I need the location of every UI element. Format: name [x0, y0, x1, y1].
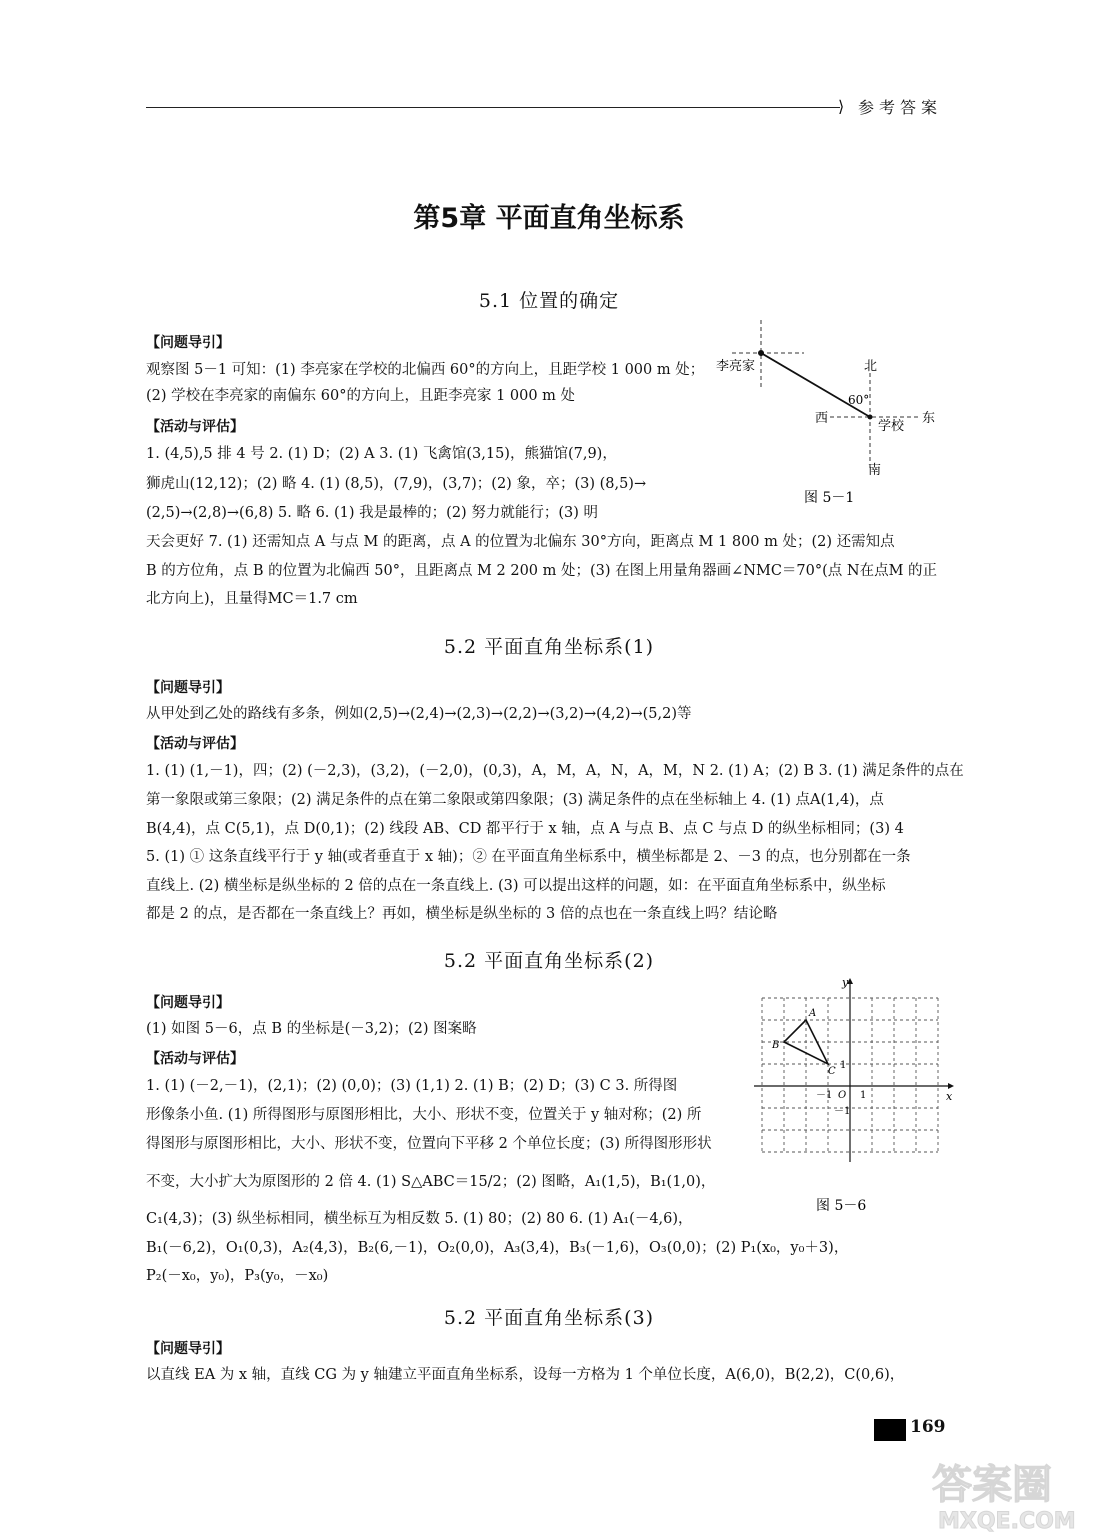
south-label: 南: [868, 463, 882, 478]
x-tick-neg1: －1: [816, 1090, 833, 1101]
svg-text:MXQE.COM: MXQE.COM: [938, 1509, 1076, 1534]
text-line: 狮虎山(12,12)；(2) 略 4. (1) (8,5)，(7,9)，(3,7)；(2) 象，卒；(3) (8,5)→: [146, 476, 647, 492]
angle-label: 60°: [848, 393, 870, 407]
x-tick-1: 1: [860, 1090, 867, 1101]
label-activity: 【活动与评估】: [146, 736, 244, 752]
text-line: 从甲处到乙处的路线有多条，例如(2,5)→(2,4)→(2,3)→(2,2)→(3,2)→(4,2)→(5,2)等: [146, 706, 692, 722]
label-problem-guide: 【问题导引】: [146, 335, 230, 351]
text-line: 以直线 EA 为 x 轴，直线 CG 为 y 轴建立平面直角坐标系，设每一方格为 1 个单位长度，A(6,0)，B(2,2)，C(0,6)，: [146, 1367, 905, 1383]
label-activity: 【活动与评估】: [146, 1051, 244, 1067]
header-arrow-icon: ⟩: [838, 97, 845, 116]
text-line: P₂(－x₀，y₀)，P₃(y₀，－x₀): [146, 1268, 329, 1284]
figure-5-6: [752, 976, 956, 1214]
school-point: [868, 415, 873, 420]
text-line: C₁(4,3)；(3) 纵坐标相同，横坐标互为相反数 5. (1) 80；(2) 80 6. (1) A₁(－4,6)，: [146, 1211, 693, 1227]
home-point: [758, 350, 764, 356]
y-axis-label: y: [842, 976, 849, 989]
point-b-label: B: [772, 1040, 780, 1051]
section-title-5-2-1: 5.2 平面直角坐标系(1): [443, 636, 655, 658]
text-line: 形像条小鱼. (1) 所得图形与原图形相比，大小、形状不变，位置关于 y 轴对称；(2) 所: [146, 1107, 702, 1123]
figure-caption: 图 5－1: [804, 490, 855, 506]
text-line: 得图形与原图形相比，大小、形状不变，位置向下平移 2 个单位长度；(3) 所得图形形状: [146, 1136, 712, 1152]
section-title-5-1: 5.1 位置的确定: [478, 290, 620, 312]
point-c-label: C: [828, 1066, 836, 1077]
x-axis-arrow-icon: [948, 1083, 954, 1089]
text-line: 1. (1) (1,－1)，四；(2) (－2,3)，(3,2)，(－2,0)，(0,3)，A，M，A，N，A，M，N 2. (1) A；(2) B 3. (1) 满足条件的点在: [146, 763, 964, 779]
west-label: 西: [815, 411, 829, 426]
origin-label: O: [838, 1090, 847, 1101]
text-line: (1) 如图 5－6，点 B 的坐标是(－3,2)；(2) 图案略: [146, 1021, 477, 1037]
text-line: 1. (4,5),5 排 4 号 2. (1) D；(2) A 3. (1) 飞禽馆(3,15)，熊猫馆(7,9)，: [146, 446, 617, 462]
text-line: (2,5)→(2,8)→(6,8) 5. 略 6. (1) 我是最棒的；(2) 努力就能行；(3) 明: [146, 505, 598, 521]
watermark-logo: [930, 1452, 1080, 1534]
text-line: 1. (1) (－2,－1)，(2,1)；(2) (0,0)；(3) (1,1) 2. (1) B；(2) D；(3) C 3. 所得图: [146, 1078, 678, 1094]
text-line: B(4,4)，点 C(5,1)，点 D(0,1)；(2) 线段 AB、CD 都平行于 x 轴，点 A 与点 B、点 C 与点 D 的纵坐标相同；(3) 4: [146, 821, 904, 837]
text-line: 观察图 5－1 可知：(1) 李亮家在学校的北偏西 60°的方向上，且距学校 1 000 m 处；: [146, 362, 705, 378]
home-label: 李亮家: [716, 359, 756, 374]
text-line: 第一象限或第三象限；(2) 满足条件的点在第二象限或第四象限；(3) 满足条件的点在坐标轴上 4. (1) 点A(1,4)，点: [146, 792, 884, 808]
text-line: B 的方位角，点 B 的位置为北偏西 50°，且距离点 M 2 200 m 处；(3) 在图上用量角器画∠NMC＝70°(点 N在点M 的正: [146, 563, 938, 579]
text-line: 5. (1) ① 这条直线平行于 y 轴(或者垂直于 x 轴)；② 在平面直角坐标系中，横坐标都是 2、－3 的点，也分别都在一条: [146, 849, 911, 865]
page-number-bar: [874, 1419, 906, 1441]
label-problem-guide: 【问题导引】: [146, 680, 230, 696]
section-title-5-2-2: 5.2 平面直角坐标系(2): [443, 950, 655, 972]
text-line: (2) 学校在李亮家的南偏东 60°的方向上，且距李亮家 1 000 m 处: [146, 388, 576, 404]
figure-5-1: [712, 318, 952, 508]
header-rule: [146, 107, 840, 108]
y-tick-1: 1: [840, 1060, 847, 1071]
text-line: 天会更好 7. (1) 还需知点 A 与点 M 的距离，点 A 的位置为北偏东 30°方向，距离点 M 1 800 m 处；(2) 还需知点: [146, 534, 895, 550]
x-axis-label: x: [946, 1090, 953, 1103]
label-activity: 【活动与评估】: [146, 419, 244, 435]
text-line: 都是 2 的点，是否都在一条直线上？再如，横坐标是纵坐标的 3 倍的点也在一条直线上吗？结论略: [146, 906, 778, 922]
text-line: 北方向上)，且量得MC＝1.7 cm: [146, 591, 358, 607]
figure-caption: 图 5－6: [816, 1198, 867, 1214]
point-a-label: A: [809, 1008, 817, 1019]
section-title-5-2-3: 5.2 平面直角坐标系(3): [443, 1307, 655, 1329]
text-line: 直线上. (2) 横坐标是纵坐标的 2 倍的点在一条直线上. (3) 可以提出这样的问题，如：在平面直角坐标系中，纵坐标: [146, 878, 886, 894]
y-tick-neg1: －1: [834, 1106, 851, 1117]
label-problem-guide: 【问题导引】: [146, 995, 230, 1011]
east-label: 东: [922, 411, 936, 426]
home-school-line: [761, 353, 870, 417]
label-problem-guide: 【问题导引】: [146, 1341, 230, 1357]
text-line: 不变，大小扩大为原图形的 2 倍 4. (1) S△ABC＝15/2；(2) 图略，A₁(1,5)，B₁(1,0)，: [146, 1174, 716, 1190]
text-line: B₁(－6,2)，O₁(0,3)，A₂(4,3)，B₂(6,－1)，O₂(0,0)，A₃(3,4)，B₃(－1,6)，O₃(0,0)；(2) P₁(x₀，y₀＋3)，: [146, 1240, 849, 1256]
chapter-title: 第5章 平面直角坐标系: [413, 203, 685, 234]
header-title: 参考答案: [858, 98, 943, 117]
svg-text:答案圈: 答案圈: [932, 1462, 1052, 1508]
school-label: 学校: [878, 419, 905, 434]
page-number: 169: [910, 1417, 946, 1437]
north-label: 北: [864, 359, 878, 374]
